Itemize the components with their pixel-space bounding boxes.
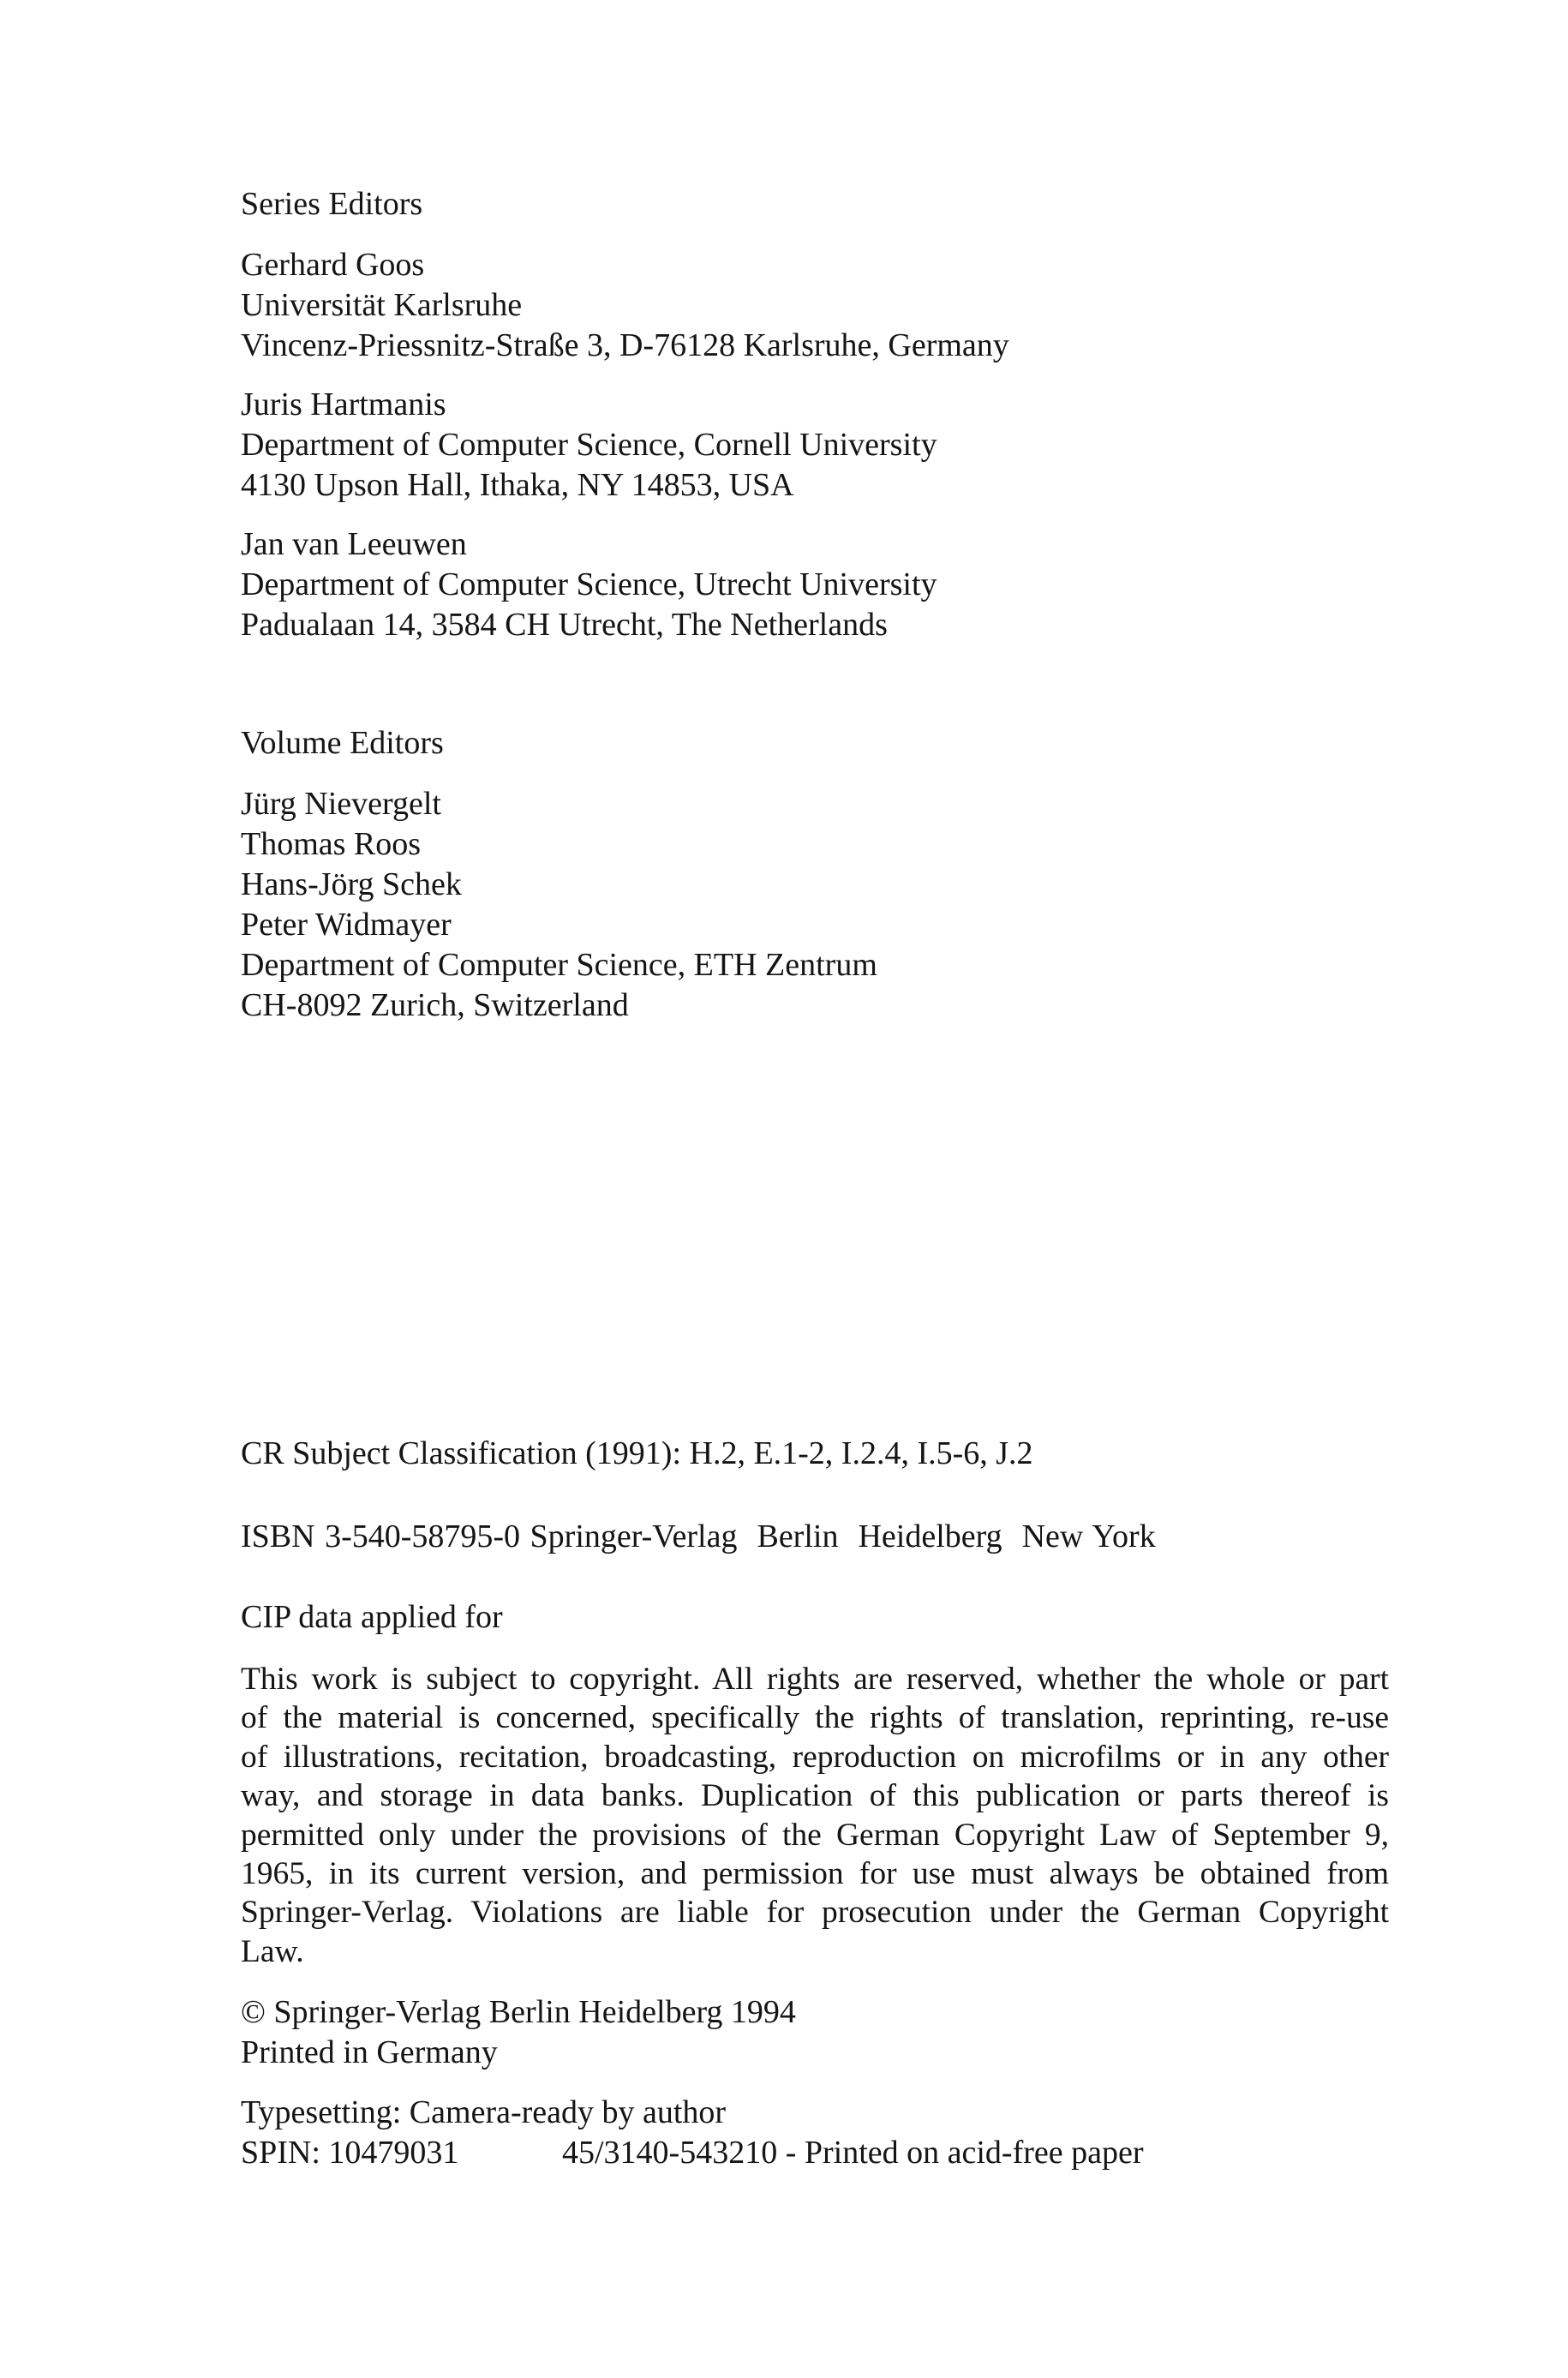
editor-van-leeuwen bbox=[241, 524, 937, 645]
isbn-line: ISBN 3-540-58795-0 Springer-Verlag Berlin Heidelberg New York bbox=[241, 1518, 1156, 1554]
editor-affiliation: Department of Computer Science, Utrecht University bbox=[241, 566, 937, 602]
volume-editors-list bbox=[241, 784, 877, 1026]
copyright-notice: This work is subject to copyright. All rights are reserved, whether the whole or part of the material is concerned, specifically the rights of translation, reprinting, re-use of illustrations, recitation, broadcasting, reproduction on microfilms or in any other way, and storage in data banks. Duplication of this publication or parts thereof is permitted only under the provisions of the German Copyright Law of September 9, 1965, in its current version, and permission for use must always be obtained from Springer-Verlag. Violations are liable for prosecution under the German Copyright Law. bbox=[241, 1662, 1389, 1969]
editor-affiliation: Universität Karlsruhe bbox=[241, 287, 523, 323]
volume-editor-name: Hans-Jörg Schek bbox=[241, 866, 462, 902]
editor-address: Padualaan 14, 3584 CH Utrecht, The Netherlands bbox=[241, 607, 888, 643]
spin-number: SPIN: 10479031 bbox=[241, 2135, 459, 2171]
volume-editors-department: Department of Computer Science, ETH Zentrum bbox=[241, 947, 877, 983]
volume-editor-name: Thomas Roos bbox=[241, 826, 422, 862]
editor-name: Gerhard Goos bbox=[241, 247, 425, 283]
production-block bbox=[241, 2093, 1355, 2173]
series-editors-heading: Series Editors bbox=[241, 186, 423, 222]
spin-line bbox=[241, 2133, 1355, 2173]
print-code: 45/3140-543210 - Printed on acid-free paper bbox=[562, 2135, 1144, 2171]
volume-editors-city: CH-8092 Zurich, Switzerland bbox=[241, 987, 629, 1023]
editor-affiliation: Department of Computer Science, Cornell University bbox=[241, 427, 937, 463]
editor-address: Vincenz-Priessnitz-Straße 3, D-76128 Karlsruhe, Germany bbox=[241, 327, 1009, 363]
volume-editor-name: Peter Widmayer bbox=[241, 907, 452, 943]
cr-subject-classification: CR Subject Classification (1991): H.2, E.1-2, I.2.4, I.5-6, J.2 bbox=[241, 1435, 1033, 1471]
printed-in-line: Printed in Germany bbox=[241, 2034, 498, 2070]
volume-editor-name: Jürg Nievergelt bbox=[241, 786, 441, 822]
typesetting-line: Typesetting: Camera-ready by author bbox=[241, 2094, 727, 2130]
editor-name: Juris Hartmanis bbox=[241, 386, 446, 422]
editor-goos bbox=[241, 245, 1009, 366]
publisher-block bbox=[241, 1992, 796, 2073]
cip-line: CIP data applied for bbox=[241, 1599, 503, 1635]
copyright-line: © Springer-Verlag Berlin Heidelberg 1994 bbox=[241, 1994, 796, 2030]
editor-name: Jan van Leeuwen bbox=[241, 526, 467, 562]
editor-hartmanis bbox=[241, 385, 937, 506]
editor-address: 4130 Upson Hall, Ithaka, NY 14853, USA bbox=[241, 467, 794, 503]
volume-editors-heading: Volume Editors bbox=[241, 725, 444, 761]
